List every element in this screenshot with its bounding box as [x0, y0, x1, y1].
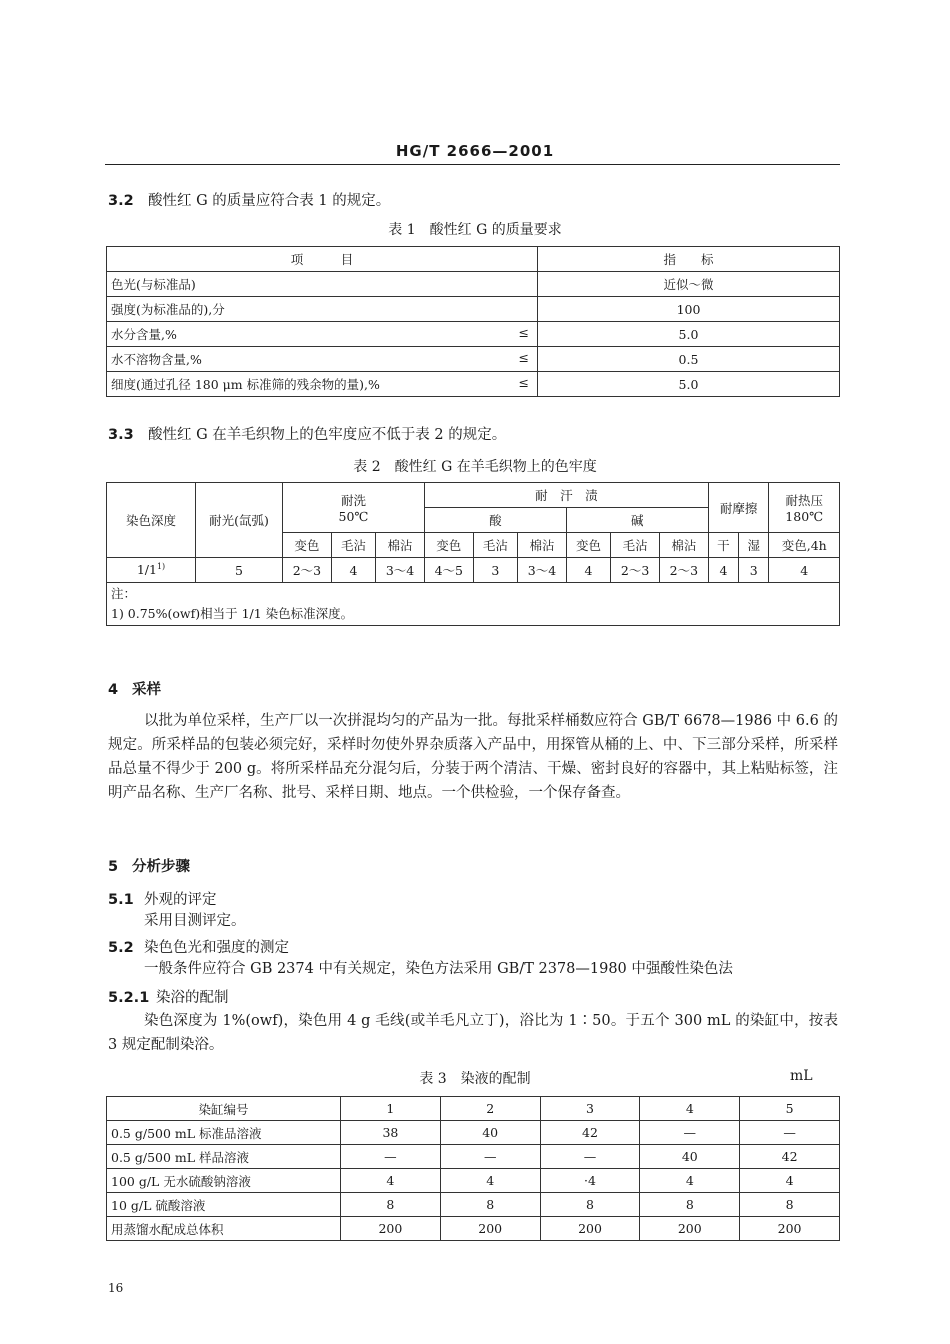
- section-5-1-text: 采用目测评定。: [144, 913, 246, 929]
- table-cell: 4: [566, 558, 610, 583]
- section-5-title: [108, 855, 190, 876]
- table-row: [107, 272, 840, 297]
- table-cell: 3: [473, 558, 517, 583]
- table2-caption: 表 2 酸性红 G 在羊毛织物上的色牢度: [353, 459, 597, 475]
- table-cell: 1/1$^{1)}$: [107, 558, 196, 583]
- table2-subheader: 湿: [739, 533, 769, 558]
- table3-caption: 表 3 染液的配制: [419, 1071, 531, 1087]
- table-cell: 细度(通过孔径 180 μm 标准筛的残余物的量),% ≤: [107, 372, 538, 397]
- table2-note: 注： 1) 0.75%(owf)相当于 1/1 染色标准深度。: [107, 583, 840, 626]
- table3: [106, 1096, 840, 1241]
- table-cell: 2～3: [611, 558, 660, 583]
- table-cell: 200: [640, 1217, 740, 1241]
- table-cell: 8: [341, 1193, 441, 1217]
- table-cell: 42: [740, 1145, 840, 1169]
- table-cell: 强度(为标准品的),分: [107, 297, 538, 322]
- table3-unit: mL: [790, 1068, 813, 1084]
- table-cell: 8: [640, 1193, 740, 1217]
- table-cell: 5.0: [538, 372, 840, 397]
- table-cell: 5: [196, 558, 283, 583]
- page-number: 16: [108, 1281, 124, 1295]
- table2-header-wash: 耐洗 50℃: [283, 483, 425, 533]
- table-row: [107, 1193, 840, 1217]
- table-cell: 3～4: [376, 558, 425, 583]
- table2-header-rub: 耐摩擦: [708, 483, 769, 533]
- table-row: [107, 322, 840, 347]
- table2-header-alkali: 碱: [566, 508, 708, 533]
- table-row: [107, 372, 840, 397]
- table-cell: 0.5 g/500 mL 样品溶液: [107, 1145, 341, 1169]
- section-number: 3.3: [108, 427, 134, 443]
- table-row: [107, 1145, 840, 1169]
- table3-header: 5: [740, 1097, 840, 1121]
- section-5-2-1-paragraph: 染色深度为 1%(owf)，染色用 4 g 毛线(或羊毛凡立丁)，浴比为 1∶50。于五个 300 mL 的染缸中，按表 3 规定配制染浴。: [108, 1013, 838, 1053]
- table-cell: 5.0: [538, 322, 840, 347]
- section-number: 5.1: [108, 892, 134, 908]
- table2-header-light: 耐光(氙弧): [196, 483, 283, 558]
- section-number: 3.2: [108, 193, 134, 209]
- section-number: 5.2: [108, 940, 134, 956]
- table-cell: 4: [708, 558, 738, 583]
- table2-subheader: 干: [708, 533, 738, 558]
- table-row: [107, 558, 840, 583]
- table2-header-acid: 酸: [424, 508, 566, 533]
- table-cell: 色光(与标准品): [107, 272, 538, 297]
- table-cell: 4～5: [424, 558, 473, 583]
- table-cell: 水不溶物含量,% ≤: [107, 347, 538, 372]
- table-cell: 200: [540, 1217, 640, 1241]
- table-row: [107, 1169, 840, 1193]
- table2-subheader: 变色,4h: [769, 533, 840, 558]
- table-cell: 8: [740, 1193, 840, 1217]
- table-cell: 10 g/L 硫酸溶液: [107, 1193, 341, 1217]
- table-cell: 4: [331, 558, 375, 583]
- table-cell: —: [740, 1121, 840, 1145]
- table1-caption: 表 1 酸性红 G 的质量要求: [388, 222, 562, 238]
- table1-header-value: 指 标: [538, 247, 840, 272]
- table-cell: 4: [640, 1169, 740, 1193]
- table-cell: 4: [740, 1169, 840, 1193]
- table2-header-hot: 耐热压 180℃: [769, 483, 840, 533]
- table2-subheader: 棉沾: [659, 533, 708, 558]
- section-5-2-title: [108, 936, 289, 957]
- section-title: 采样: [132, 682, 161, 698]
- table-cell: 100 g/L 无水硫酸钠溶液: [107, 1169, 341, 1193]
- header-rule: [105, 164, 840, 165]
- section-5-1-title: [108, 888, 217, 909]
- table-row: [107, 297, 840, 322]
- table-cell: 100: [538, 297, 840, 322]
- table-cell: —: [440, 1145, 540, 1169]
- section-title: 分析步骤: [132, 859, 190, 875]
- table-cell: 4: [440, 1169, 540, 1193]
- table-cell: 8: [540, 1193, 640, 1217]
- table-row: [107, 1121, 840, 1145]
- table-row: [107, 347, 840, 372]
- table-cell: 200: [740, 1217, 840, 1241]
- section-4-title: [108, 678, 161, 699]
- table-cell: —: [540, 1145, 640, 1169]
- table3-header: 3: [540, 1097, 640, 1121]
- table-cell: 4: [341, 1169, 441, 1193]
- table-cell: 近似～微: [538, 272, 840, 297]
- table-cell: 3～4: [518, 558, 567, 583]
- table2-subheader: 棉沾: [376, 533, 425, 558]
- table3-header: 2: [440, 1097, 540, 1121]
- table-cell: 2～3: [659, 558, 708, 583]
- table-cell: 200: [440, 1217, 540, 1241]
- section-3-2: [108, 189, 390, 210]
- table-cell: 4: [769, 558, 840, 583]
- table-cell: 3: [739, 558, 769, 583]
- table-cell: 38: [341, 1121, 441, 1145]
- table-cell: 200: [341, 1217, 441, 1241]
- table2-subheader: 毛沾: [473, 533, 517, 558]
- table-cell: 水分含量,% ≤: [107, 322, 538, 347]
- table2-subheader: 变色: [283, 533, 332, 558]
- table-cell: —: [341, 1145, 441, 1169]
- table-cell: ·4: [540, 1169, 640, 1193]
- section-5-2-1-title: [108, 986, 229, 1007]
- section-5-2-text: 一般条件应符合 GB 2374 中有关规定，染色方法采用 GB/T 2378—1980 中强酸性染色法: [144, 961, 733, 977]
- table-cell: 42: [540, 1121, 640, 1145]
- section-text: 酸性红 G 在羊毛织物上的色牢度应不低于表 2 的规定。: [148, 427, 507, 443]
- section-3-3: [108, 423, 506, 444]
- table2-subheader: 棉沾: [518, 533, 567, 558]
- table-cell: 40: [640, 1145, 740, 1169]
- table3-header: 1: [341, 1097, 441, 1121]
- table2-subheader: 毛沾: [331, 533, 375, 558]
- section-4-paragraph: 以批为单位采样，生产厂以一次拼混均匀的产品为一批。每批采样桶数应符合 GB/T 6678—1986 中 6.6 的规定。所采样品的包装必须完好，采样时勿使外界杂质落入产品中，用探管从桶的上、中、下三部分采样，所采样品总量不得少于 200 g。将所采样品充分混匀后，分装于两个清洁、干燥、密封良好的容器中，其上粘贴标签，注明产品名称、生产厂名称、批号、采样日期、地点。一个供检验，一个保存备查。: [108, 713, 838, 801]
- table2-subheader: 毛沾: [611, 533, 660, 558]
- section-title: 染色色光和强度的测定: [144, 940, 289, 956]
- standard-header: HG/T 2666—2001: [395, 142, 555, 160]
- table1-header-item: 项 目: [107, 247, 538, 272]
- table2-subheader: 变色: [566, 533, 610, 558]
- section-title: 染浴的配制: [156, 990, 229, 1006]
- table2-header-sweat: 耐 汗 渍: [424, 483, 708, 508]
- table-cell: 8: [440, 1193, 540, 1217]
- table1: [106, 246, 840, 397]
- section-number: 5: [108, 859, 119, 875]
- table2-subheader: 变色: [424, 533, 473, 558]
- table2: [106, 482, 840, 626]
- section-number: 5.2.1: [108, 990, 150, 1006]
- table-cell: —: [640, 1121, 740, 1145]
- table2-header-depth: 染色深度: [107, 483, 196, 558]
- section-title: 外观的评定: [144, 892, 217, 908]
- table-cell: 用蒸馏水配成总体积: [107, 1217, 341, 1241]
- table-row: [107, 1217, 840, 1241]
- section-number: 4: [108, 682, 119, 698]
- table-cell: 0.5: [538, 347, 840, 372]
- table3-header: 染缸编号: [107, 1097, 341, 1121]
- table-cell: 2～3: [283, 558, 332, 583]
- table-cell: 0.5 g/500 mL 标准品溶液: [107, 1121, 341, 1145]
- section-text: 酸性红 G 的质量应符合表 1 的规定。: [148, 193, 391, 209]
- table3-header: 4: [640, 1097, 740, 1121]
- table-cell: 40: [440, 1121, 540, 1145]
